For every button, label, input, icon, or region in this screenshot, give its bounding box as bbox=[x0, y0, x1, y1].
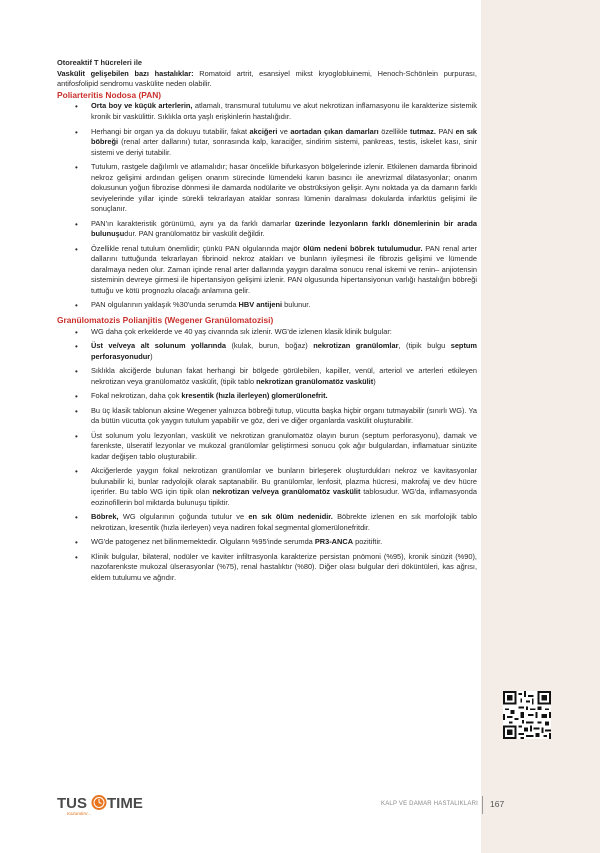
list-item: • Üst solunum yolu lezyonları, vaskülit ve nekrotizan granulomatöz olayın burun (septum perforasyonu), damak ve farenkste, ülseratif lezyonlar ve mukozal granülomlar geliştirmesi sonucu çok ağır bulgulardan, inflamatuar sinüzite kadar değişen tablo oluşturabilir. bbox=[57, 431, 477, 463]
logo-tagline: Kazandırır... bbox=[67, 811, 92, 816]
list-item: • WG daha çok erkeklerde ve 40 yaş civarında sık izlenir. WG'de izlenen klasik klinik bulgular: bbox=[57, 327, 477, 338]
section-title-pan: Poliarteritis Nodosa (PAN) bbox=[57, 89, 162, 100]
logo-word-time: TIME bbox=[107, 795, 143, 812]
page-content bbox=[57, 58, 477, 588]
list-item: • Bu üç klasik tablonun aksine Wegener yalnızca böbreği tutup, vücutta başka hiçbir organı tutmayabilir (sınırlı WG). Ya da bütün vücutta çok yaygın tutulum yapabilir ve göz, deri ve diğer organlarda vaskülit oluşturabilir. bbox=[57, 406, 477, 427]
list-item: • Klinik bulgular, bilateral, nodüler ve kaviter infiltrasyonla karakterize persistan pnömoni (%95), kronik sinüzit (%90), nazofarenkste mukozal ülserasyonlar (%75), renal hastalıktır (%80). Diğer olası bulgular deri döküntüleri, kas ağrısı, eklem tutulumu ve ağrıdır. bbox=[57, 552, 477, 584]
intro-paragraph: Vaskülit gelişebilen bazı hastalıklar: Romatoid artrit, esansiyel mikst kryoglobluinemi, Henoch-Schönlein purpurası, antifosfolipid sendromu vaskülite neden olabilir. bbox=[57, 68, 477, 89]
list-item: • Özellikle renal tutulum önemlidir; çünkü PAN olgularında majör ölüm nedeni böbrek tutulumudur. PAN renal arter dallarını tuttuğunda tekrarlayan fibrinoid nekroz atakları ve bunların iyileşmesi ile fibrozis gelişimi ve lümende daralmaya neden olur. Zaman içinde renal arter dallarında yaygın daralma sonucu renal iskemi ve renin– anjiotensin sisteminin devreye girmesi ile hipertansiyon gelişimi izlenir. PAN olgusunda hipertansiyonun varlığı hastalığın böbreği tuttuğu ve kötü prognozlu olacağı anlamına gelir. bbox=[57, 244, 477, 297]
page-number: 167 bbox=[490, 799, 505, 809]
section-label: KALP VE DAMAR HASTALIKLARI bbox=[381, 801, 479, 807]
tustime-logo bbox=[57, 792, 147, 816]
list-item: • Herhangi bir organ ya da dokuyu tutabilir, fakat akciğeri ve aortadan çıkan damarları özellikle tutmaz. PAN en sık böbreği (renal arter dallarını) tutar, sonrasında kalp, karaciğer, sindirim sistemi, pankreas, testis, iskelet kası, sinir sistemi ve deriyi tutabilir. bbox=[57, 127, 477, 159]
list-item: • Üst ve/veya alt solunum yollarında (kulak, burun, boğaz) nekrotizan granülomlar, (tipik bulgu septum perforasyonudur) bbox=[57, 341, 477, 362]
footer-divider bbox=[482, 796, 483, 814]
list-item: • PAN olgularının yaklaşık %30'unda serumda HBV antijeni bulunur. bbox=[57, 300, 477, 311]
list-item: • Orta boy ve küçük arterlerin, atlamalı, transmural tutulumu ve akut nekrotizan inflamasyonu ile karakterize sistemik kronik bir vaskülittir. Sıklıkla orta yaşlı erişkinlerin hastalığıdır. bbox=[57, 101, 477, 122]
list-item: • Fokal nekrotizan, daha çok kresentik (hızla ilerleyen) glomerülonefrit. bbox=[57, 391, 477, 402]
list-item: • Böbrek, WG olgularının çoğunda tutulur ve en sık ölüm nedenidir. Böbrekte izlenen en sık morfolojik tablo nekrotizan, kresentik (hızla ilerleyen) veya nadiren fokal segmental glomerülonefritdir. bbox=[57, 512, 477, 533]
wegener-bullet-list bbox=[57, 327, 477, 584]
qr-code[interactable] bbox=[503, 691, 551, 739]
logo-word-tus: TUS bbox=[57, 795, 87, 812]
section-title-wegener: Granülomatozis Polianjitis (Wegener Granülomatozisi) bbox=[57, 314, 274, 325]
list-item: • Tutulum, rastgele dağılımlı ve atlamalıdır; hasar öncelikle bifurkasyon bölgelerinde izlenir. Etkilenen damarda fibrinoid nekroz gelişimi ardından gelişen onarım sürecinde lümendeki kanın basıncı ile anevrizmal dilatasyonlar; onarım dokusunun yoğun fibrozise dönmesi ile damarda nodülarite ve obstrüksiyon gelişir. Aynı noktada ya da damarın farklı seviyelerinde yıllar içinde sürekli tekrarlayan ataklar sonrası lümenin daralması dokularda infarktüs gelişimi ile sonuçlanır. bbox=[57, 162, 477, 215]
list-item: • PAN'ın karakteristik görünümü, aynı ya da farklı damarlar üzerinde lezyonların farklı dönemlerinin bir arada bulunuşudur. PAN granülomatöz bir vaskülit değildir. bbox=[57, 219, 477, 240]
intro-heading: Otoreaktif T hücreleri ile bbox=[57, 58, 143, 67]
list-item: • Akciğerlerde yaygın fokal nekrotizan granülomlar ve bunların birleşerek oluşturdukları nekroz ve kavitasyonlar bulunabilir ki, bunlar radyolojik olarak saptanabilir. Bu granülomlar, lenfosit, plazma hücresi, makrofaj ve dev hücre içerirler. Bu tablo WG için tipik olan nekrotizan ve/veya granülomatöz vaskülit tablosudur. WG'da, inflamasyonda eozinofillerin bol miktarda bulunuşu tipiktir. bbox=[57, 466, 477, 508]
pan-bullet-list bbox=[57, 101, 477, 310]
list-item: • WG'de patogenez net bilinmemektedir. Olguların %95'inde serumda PR3-ANCA pozitiftir. bbox=[57, 537, 477, 548]
list-item: • Sıklıkla akciğerde bulunan fakat herhangi bir bölgede görülebilen, kapiller, venül, arteriol ve arterleri etkileyen nekrotizan veya granülomatöz vaskülit, (tipik tablo nekrotizan granülomatöz vaskülit) bbox=[57, 366, 477, 387]
